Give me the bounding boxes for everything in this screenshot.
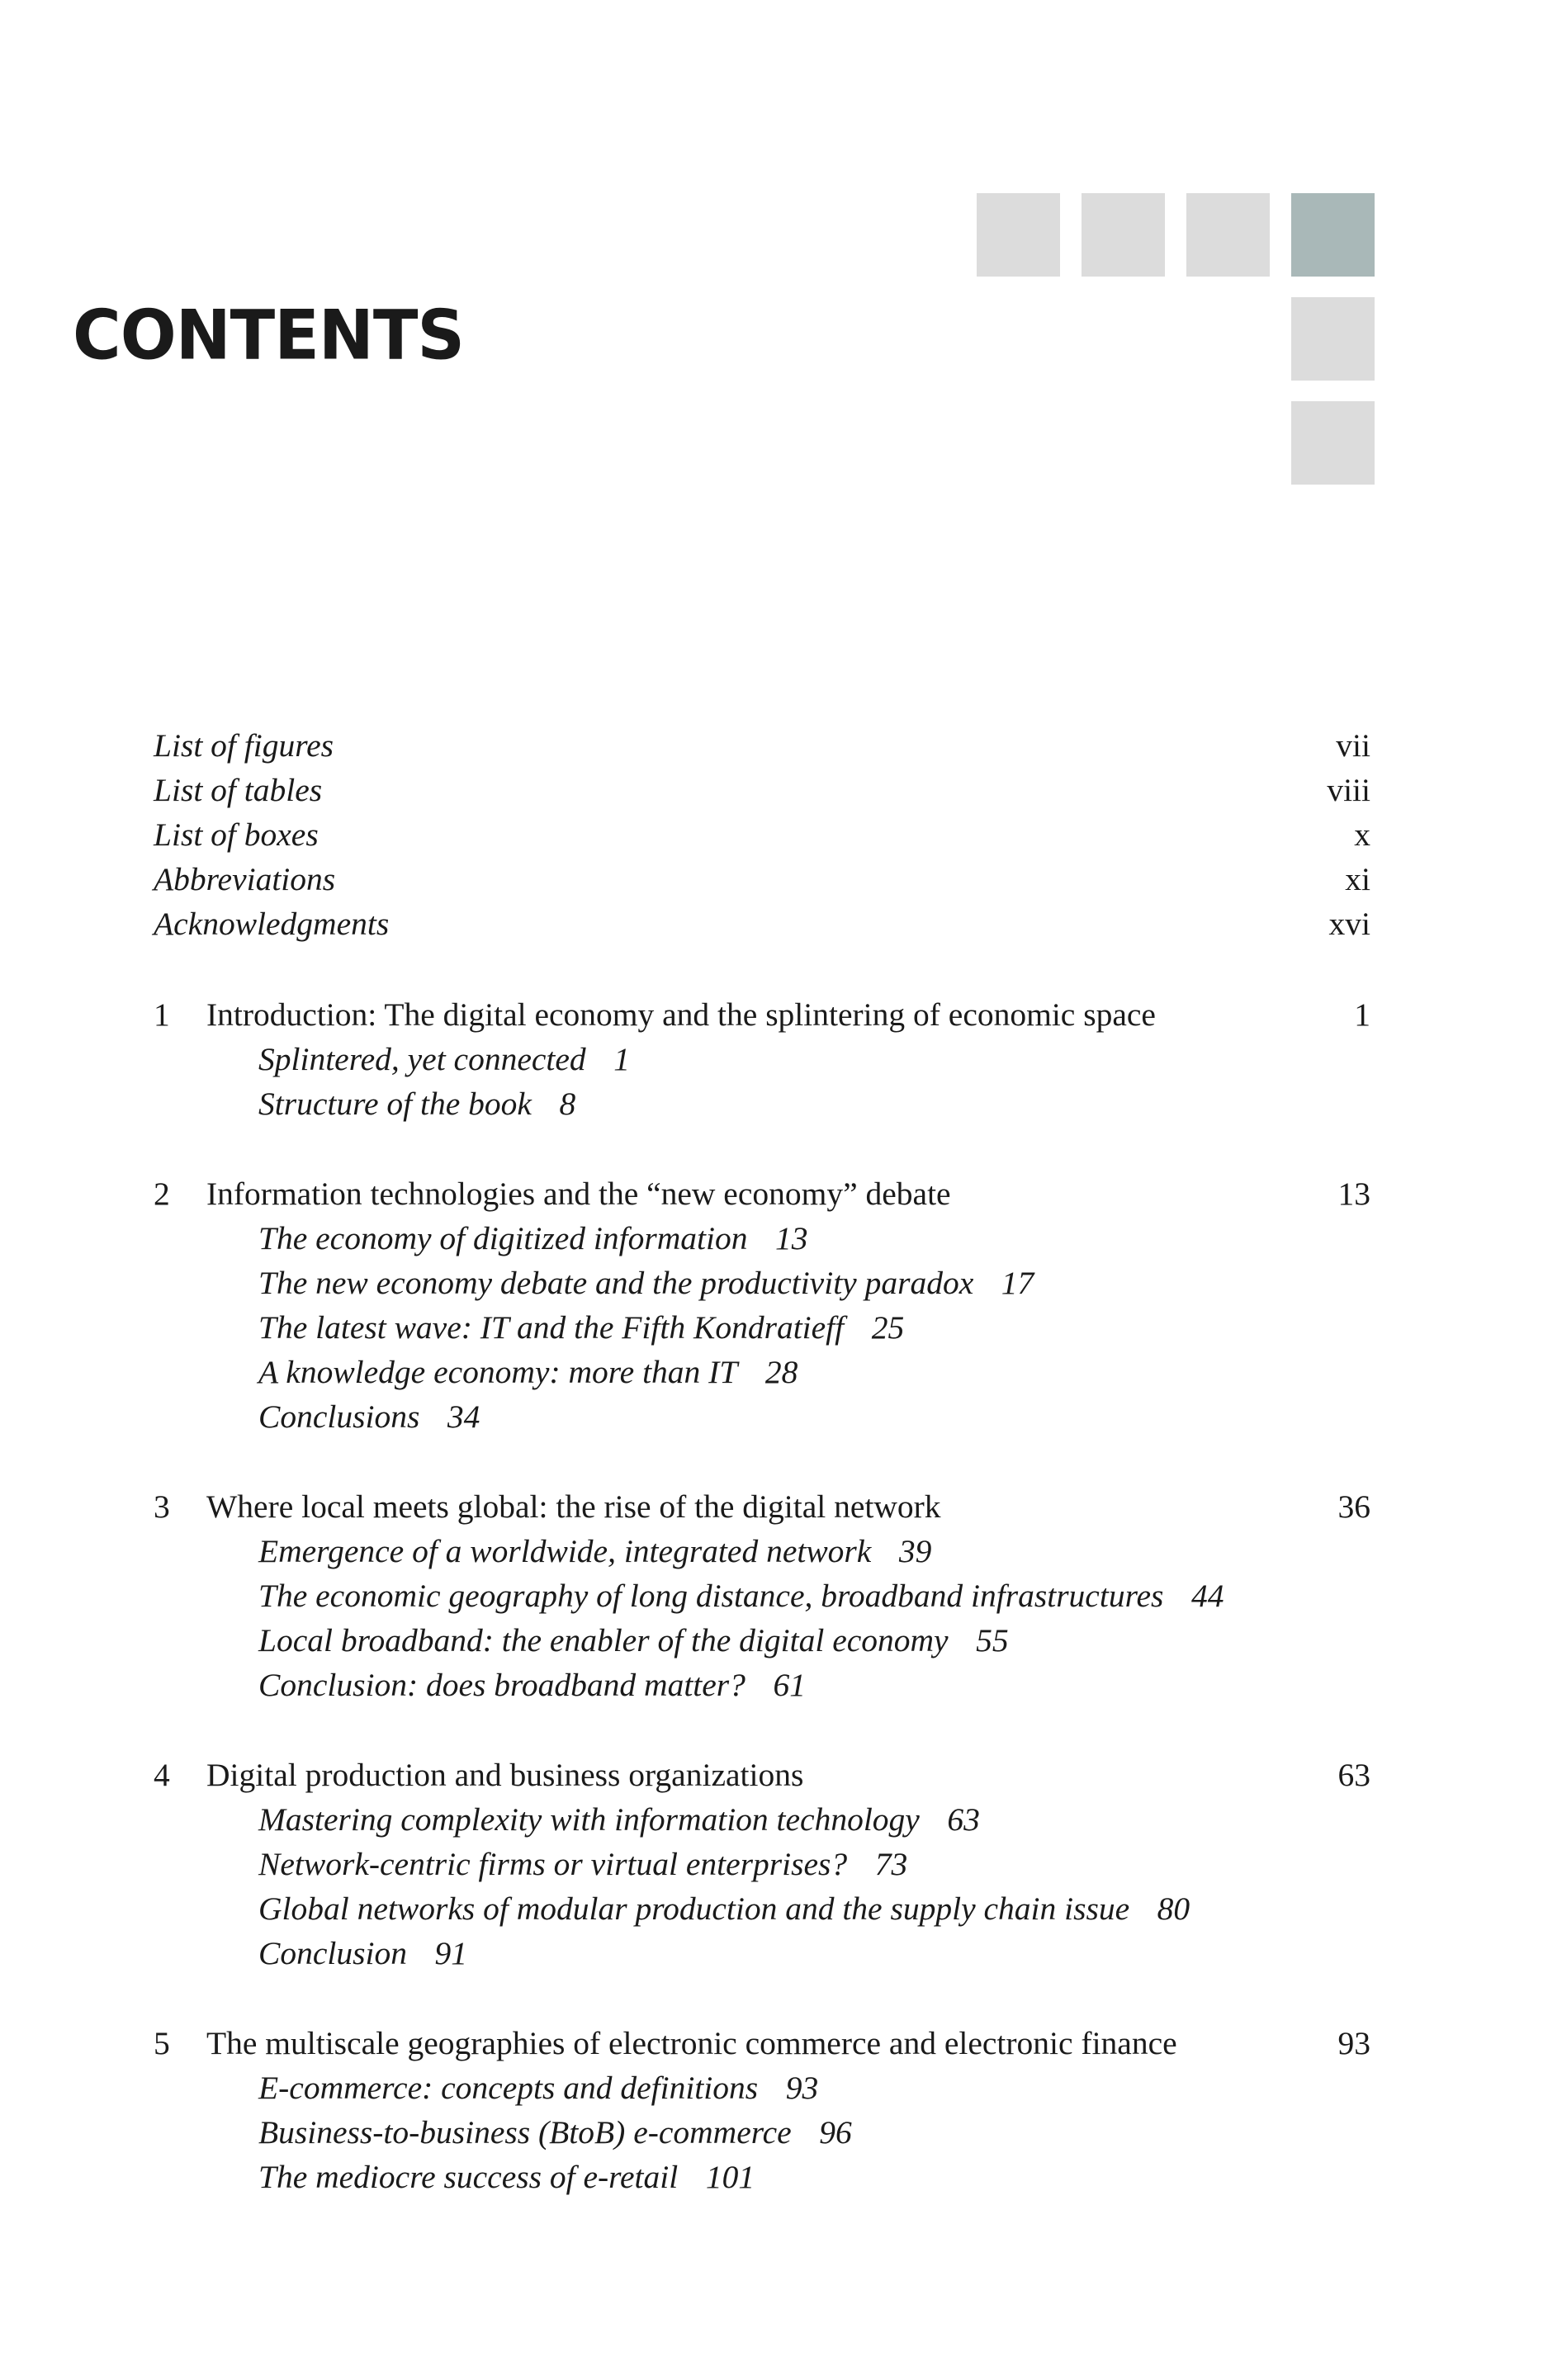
chapter-number: 5 bbox=[154, 2025, 170, 2061]
section-page: 61 bbox=[773, 1667, 806, 1703]
frontmatter-item[interactable] bbox=[154, 901, 1370, 946]
frontmatter-item[interactable] bbox=[154, 723, 1370, 768]
chapter-page: 13 bbox=[1337, 1176, 1370, 1212]
section-page: 13 bbox=[775, 1220, 808, 1256]
decorative-square bbox=[1291, 401, 1375, 485]
section-item[interactable] bbox=[154, 1663, 1370, 1707]
chapter-block bbox=[154, 992, 1370, 1126]
section-item[interactable] bbox=[154, 2155, 1370, 2199]
section-page: 96 bbox=[819, 2114, 852, 2151]
decorative-square-accent bbox=[1291, 193, 1375, 277]
chapter-page: 1 bbox=[1354, 996, 1370, 1033]
chapter-title: Where local meets global: the rise of the digital network bbox=[206, 1488, 941, 1525]
section-title: Conclusions bbox=[258, 1398, 420, 1435]
section-page: 25 bbox=[871, 1309, 905, 1346]
chapter-title: Introduction: The digital economy and the splintering of economic space bbox=[206, 996, 1156, 1033]
chapter-number: 4 bbox=[154, 1757, 170, 1793]
frontmatter-item[interactable] bbox=[154, 768, 1370, 812]
section-title: The economic geography of long distance, broadband infrastructures bbox=[258, 1578, 1164, 1614]
frontmatter-page: x bbox=[1354, 816, 1370, 853]
section-item[interactable] bbox=[154, 1842, 1370, 1886]
section-page: 39 bbox=[898, 1533, 932, 1569]
chapter-heading[interactable] bbox=[154, 1171, 1370, 1216]
frontmatter-title: Abbreviations bbox=[154, 861, 336, 897]
section-title: The economy of digitized information bbox=[258, 1220, 748, 1256]
table-of-contents bbox=[154, 723, 1370, 2199]
frontmatter-title: List of boxes bbox=[154, 816, 319, 853]
frontmatter-item[interactable] bbox=[154, 812, 1370, 857]
chapter-heading[interactable] bbox=[154, 1484, 1370, 1529]
section-title: Conclusion bbox=[258, 1935, 407, 1971]
frontmatter-page: viii bbox=[1327, 772, 1370, 808]
frontmatter-title: List of figures bbox=[154, 727, 334, 764]
chapter-number: 3 bbox=[154, 1488, 170, 1525]
section-title: The new economy debate and the productivity paradox bbox=[258, 1265, 974, 1301]
section-title: A knowledge economy: more than IT bbox=[258, 1354, 738, 1390]
frontmatter-list bbox=[154, 723, 1370, 946]
chapter-page: 93 bbox=[1337, 2025, 1370, 2061]
frontmatter-page: xvi bbox=[1328, 906, 1370, 942]
section-page: 80 bbox=[1157, 1890, 1190, 1927]
section-item[interactable] bbox=[154, 1216, 1370, 1261]
section-page: 17 bbox=[1001, 1265, 1034, 1301]
frontmatter-page: vii bbox=[1336, 727, 1370, 764]
section-title: The latest wave: IT and the Fifth Kondratieff bbox=[258, 1309, 845, 1346]
decorative-square bbox=[977, 193, 1060, 277]
chapter-title: Digital production and business organizations bbox=[206, 1757, 804, 1793]
decorative-square bbox=[1082, 193, 1165, 277]
section-item[interactable] bbox=[154, 2065, 1370, 2110]
section-title: Network-centric firms or virtual enterprises? bbox=[258, 1846, 848, 1882]
section-page: 28 bbox=[764, 1354, 798, 1390]
section-page: 8 bbox=[559, 1086, 576, 1122]
section-page: 93 bbox=[785, 2070, 819, 2106]
frontmatter-title: Acknowledgments bbox=[154, 906, 390, 942]
chapter-number: 1 bbox=[154, 996, 170, 1033]
chapter-block bbox=[154, 1753, 1370, 1975]
decorative-square bbox=[1186, 193, 1270, 277]
chapter-heading[interactable] bbox=[154, 992, 1370, 1037]
section-item[interactable] bbox=[154, 1797, 1370, 1842]
section-item[interactable] bbox=[154, 1394, 1370, 1439]
chapter-page: 63 bbox=[1337, 1757, 1370, 1793]
section-title: Conclusion: does broadband matter? bbox=[258, 1667, 746, 1703]
section-title: Splintered, yet connected bbox=[258, 1041, 586, 1077]
section-page: 73 bbox=[874, 1846, 908, 1882]
section-page: 34 bbox=[447, 1398, 480, 1435]
chapter-block bbox=[154, 2021, 1370, 2199]
section-item[interactable] bbox=[154, 1573, 1370, 1618]
section-item[interactable] bbox=[154, 1081, 1370, 1126]
chapter-heading[interactable] bbox=[154, 1753, 1370, 1797]
frontmatter-page: xi bbox=[1345, 861, 1370, 897]
chapter-heading[interactable] bbox=[154, 2021, 1370, 2065]
section-item[interactable] bbox=[154, 1886, 1370, 1931]
section-title: E-commerce: concepts and definitions bbox=[258, 2070, 759, 2106]
frontmatter-title: List of tables bbox=[154, 772, 323, 808]
section-title: The mediocre success of e-retail bbox=[258, 2159, 679, 2195]
decorative-square bbox=[1291, 297, 1375, 381]
section-page: 101 bbox=[705, 2159, 755, 2195]
chapter-page: 36 bbox=[1337, 1488, 1370, 1525]
section-item[interactable] bbox=[154, 1261, 1370, 1305]
section-item[interactable] bbox=[154, 1350, 1370, 1394]
chapter-title: The multiscale geographies of electronic commerce and electronic finance bbox=[206, 2025, 1177, 2061]
section-title: Global networks of modular production and the supply chain issue bbox=[258, 1890, 1130, 1927]
section-page: 91 bbox=[434, 1935, 468, 1971]
section-title: Emergence of a worldwide, integrated network bbox=[258, 1533, 872, 1569]
chapter-block bbox=[154, 1171, 1370, 1439]
section-title: Mastering complexity with information technology bbox=[258, 1801, 920, 1838]
chapter-block bbox=[154, 1484, 1370, 1707]
section-page: 44 bbox=[1190, 1578, 1224, 1614]
section-page: 1 bbox=[613, 1041, 630, 1077]
chapter-title: Information technologies and the “new economy” debate bbox=[206, 1176, 951, 1212]
chapter-number: 2 bbox=[154, 1176, 170, 1212]
section-item[interactable] bbox=[154, 1037, 1370, 1081]
section-item[interactable] bbox=[154, 1618, 1370, 1663]
section-page: 63 bbox=[947, 1801, 980, 1838]
section-item[interactable] bbox=[154, 1931, 1370, 1975]
section-item[interactable] bbox=[154, 2110, 1370, 2155]
frontmatter-item[interactable] bbox=[154, 857, 1370, 901]
section-item[interactable] bbox=[154, 1305, 1370, 1350]
section-item[interactable] bbox=[154, 1529, 1370, 1573]
section-title: Business-to-business (BtoB) e-commerce bbox=[258, 2114, 792, 2151]
section-title: Structure of the book bbox=[258, 1086, 532, 1122]
page-title: CONTENTS bbox=[73, 295, 465, 376]
section-page: 55 bbox=[976, 1622, 1009, 1658]
section-title: Local broadband: the enabler of the digital economy bbox=[258, 1622, 949, 1658]
